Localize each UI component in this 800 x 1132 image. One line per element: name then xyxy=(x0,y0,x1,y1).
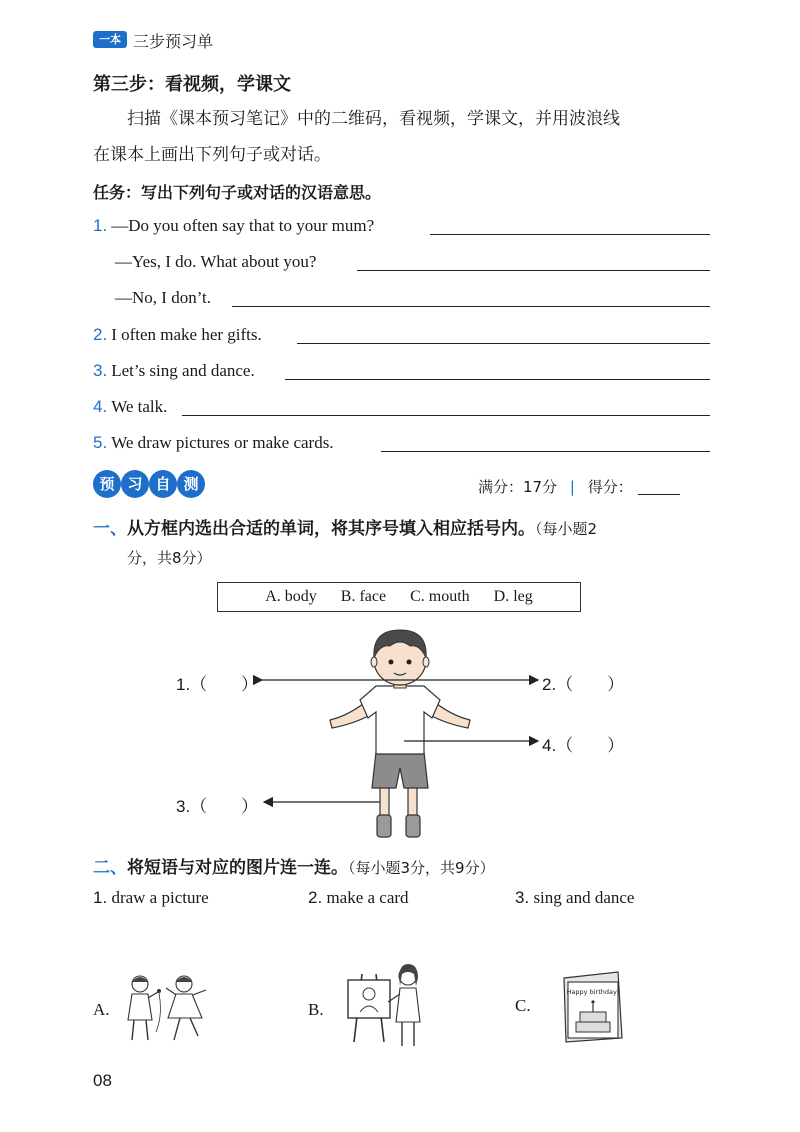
section1-title: 一、从方框内选出合适的单词，将其序号填入相应括号内。（每小题2 xyxy=(93,519,598,539)
word-option: B. face xyxy=(340,588,387,605)
blank-4[interactable]: 4.（ ） xyxy=(542,736,625,755)
phrase-1[interactable]: 1. draw a picture xyxy=(93,888,209,907)
page-number: 08 xyxy=(93,1071,112,1090)
got-score-label: 得分： xyxy=(587,478,633,496)
step3-instruction-line2: 在课本上画出下列句子或对话。 xyxy=(93,145,331,165)
sentence-3: 3. Let’s sing and dance. xyxy=(93,361,255,380)
picture-a-label: A. xyxy=(93,1000,110,1019)
task-title: 任务：写出下列句子或对话的汉语意思。 xyxy=(93,183,382,202)
word-option: C. mouth xyxy=(410,588,470,605)
sentence-1b: —Yes, I do. What about you? xyxy=(115,252,317,271)
step3-title: 第三步：看视频，学课文 xyxy=(93,74,291,95)
sentence-1c: —No, I don’t. xyxy=(115,288,212,307)
picture-b-label: B. xyxy=(308,1000,324,1019)
score-area: 满分：17分 | 得分： xyxy=(478,476,680,497)
badge-char: 习 xyxy=(121,470,149,498)
sentence-4: 4. We talk. xyxy=(93,397,168,416)
step3-instruction-line1: 扫描《课本预习笔记》中的二维码，看视频，学课文，并用波浪线 xyxy=(127,109,620,129)
blank-3[interactable]: 3.（ ） xyxy=(176,797,259,816)
blank-2[interactable]: 2.（ ） xyxy=(542,675,625,694)
sentence-1: 1. —Do you often say that to your mum? xyxy=(93,216,375,235)
phrase-3[interactable]: 3. sing and dance xyxy=(515,888,635,907)
picture-card[interactable] xyxy=(560,968,632,1044)
picture-sing-dance[interactable] xyxy=(118,970,213,1045)
word-option: D. leg xyxy=(493,588,533,605)
badge-char: 预 xyxy=(93,470,121,498)
card-text: Happy birthday! xyxy=(566,988,620,996)
badge-char: 自 xyxy=(149,470,177,498)
badge-char: 测 xyxy=(177,470,205,498)
sentence-5: 5. We draw pictures or make cards. xyxy=(93,433,334,452)
sentence-2: 2. I often make her gifts. xyxy=(93,325,262,344)
full-score: 满分：17分 xyxy=(478,478,558,496)
header-title: 三步预习单 xyxy=(133,32,214,51)
picture-draw[interactable] xyxy=(340,962,430,1052)
phrase-2[interactable]: 2. make a card xyxy=(308,888,409,907)
blank-1[interactable]: 1.（ ） xyxy=(176,675,259,694)
section1-note: 分，共8分） xyxy=(127,549,212,567)
section2-title: 二、将短语与对应的图片连一连。（每小题3分，共9分） xyxy=(93,858,495,878)
series-logo: 一本 xyxy=(93,31,127,48)
picture-c-label: C. xyxy=(515,996,531,1015)
word-option: A. body xyxy=(265,588,317,605)
